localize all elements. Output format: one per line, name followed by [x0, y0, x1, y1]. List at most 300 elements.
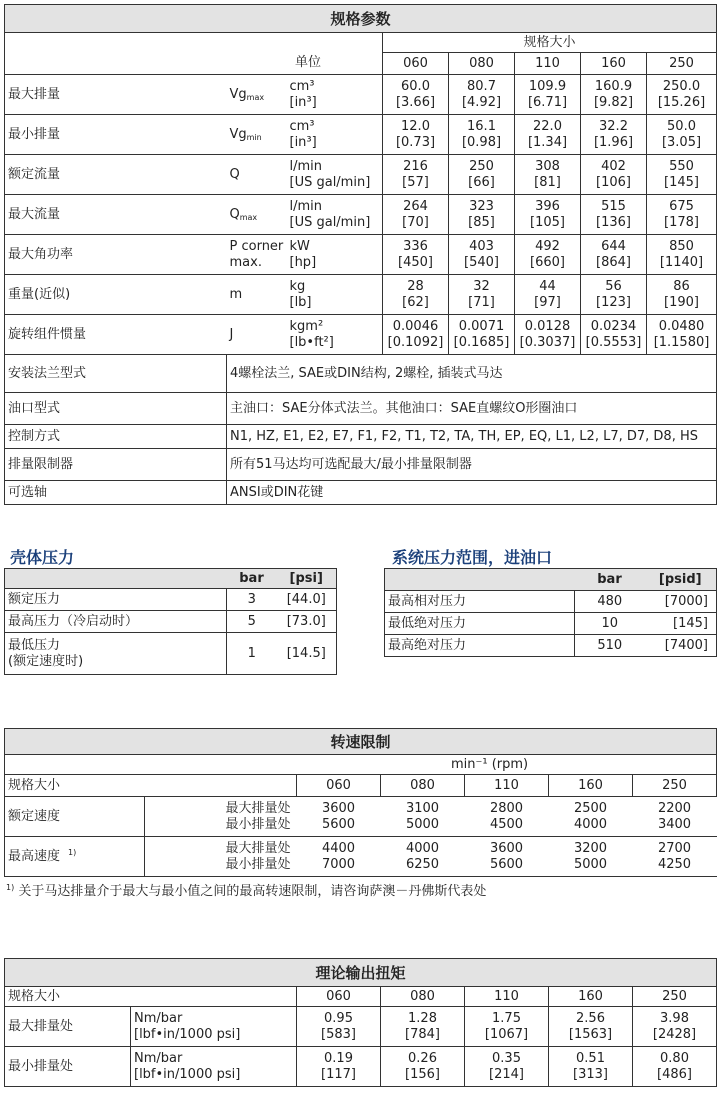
value-cell: [449, 195, 515, 235]
pressure-psid: [7000]: [645, 591, 717, 613]
value-si: 264: [403, 198, 428, 214]
param-unit: [287, 315, 383, 355]
value-si: 0.0128: [524, 318, 571, 334]
unit-imperial: [lb]: [289, 294, 312, 310]
torque-value: [297, 1007, 381, 1047]
value-si: 80.7: [467, 78, 496, 94]
col-bar: bar: [575, 569, 645, 591]
param-name: 最大流量: [5, 195, 227, 235]
speed-value: [465, 797, 549, 837]
speed-title: 转速限制: [5, 729, 717, 755]
value-si: 250: [469, 158, 494, 174]
value-si: 323: [469, 198, 494, 214]
param-value: 4螺栓法兰, SAE或DIN结构, 2螺栓, 插装式马达: [227, 355, 717, 393]
torque-si: 3.98: [660, 1010, 689, 1026]
value-cell: [383, 155, 449, 195]
param-symbol: [227, 75, 287, 115]
unit-header: 单位: [5, 33, 383, 75]
pressure-bar: 3: [227, 589, 277, 611]
param-symbol: [227, 275, 287, 315]
system-pressure-row: [385, 613, 717, 635]
value-si: 515: [601, 198, 626, 214]
value-imperial: [0.98]: [461, 134, 502, 150]
speed-at-min: 5000: [405, 816, 440, 832]
spec-row: [5, 275, 717, 315]
param-symbol: [227, 235, 287, 275]
value-si: 12.0: [401, 118, 430, 134]
value-si: 0.0480: [658, 318, 705, 334]
value-imperial: [4.92]: [461, 94, 502, 110]
speed-name: [5, 797, 145, 837]
param-name: 最小排量: [5, 115, 227, 155]
torque-imperial: [313]: [573, 1066, 608, 1082]
system-pressure-title: 系统压力范围，进油口: [392, 548, 553, 567]
pressure-name-line: 最高压力（冷启动时）: [8, 613, 139, 629]
unit-imperial: [lbf•in/1000 psi]: [134, 1026, 241, 1042]
torque-value: [465, 1047, 549, 1087]
value-si: 50.0: [667, 118, 696, 134]
speed-value: [381, 797, 465, 837]
symbol-text: Vg: [229, 126, 247, 142]
param-unit: [287, 195, 383, 235]
value-imperial: [3.66]: [395, 94, 436, 110]
size-label: 规格大小: [5, 987, 297, 1007]
param-name: 额定流量: [5, 155, 227, 195]
case-pressure-row: [5, 611, 337, 633]
speed-at-max: 4000: [405, 840, 440, 856]
value-cell: [581, 75, 647, 115]
pressure-name: [5, 589, 227, 611]
param-unit: [287, 75, 383, 115]
torque-value: [465, 1007, 549, 1047]
spec-text-row: [5, 355, 717, 393]
torque-table: [4, 958, 717, 1087]
speed-row: [5, 797, 717, 837]
torque-value: [297, 1047, 381, 1087]
pressure-psid: [7400]: [645, 635, 717, 657]
value-si: 16.1: [467, 118, 496, 134]
torque-value: [381, 1047, 465, 1087]
value-si: 250.0: [662, 78, 701, 94]
speed-at-max: 3600: [321, 800, 356, 816]
value-cell: [383, 115, 449, 155]
speed-value: [549, 797, 633, 837]
value-si: 402: [601, 158, 626, 174]
value-cell: [515, 315, 581, 355]
value-imperial: [9.82]: [593, 94, 634, 110]
speed-at-max: 2700: [657, 840, 692, 856]
speed-at-min: 5000: [573, 856, 608, 872]
speed-at-max: 4400: [321, 840, 356, 856]
value-si: 32.2: [599, 118, 628, 134]
pressure-psi: [14.5]: [277, 633, 337, 675]
value-imperial: [15.26]: [657, 94, 706, 110]
param-value: 主油口：SAE分体式法兰。其他油口：SAE直螺纹O形圈油口: [227, 393, 717, 425]
speed-value: [381, 837, 465, 877]
speed-at-max: 3600: [489, 840, 524, 856]
param-symbol: [227, 115, 287, 155]
value-imperial: [864]: [596, 254, 631, 270]
value-cell: [581, 115, 647, 155]
speed-at-max: 2200: [657, 800, 692, 816]
pressure-name: 最高绝对压力: [385, 635, 575, 657]
torque-si: 0.80: [660, 1050, 689, 1066]
value-cell: [647, 235, 717, 275]
speed-unit: min⁻¹ (rpm): [5, 755, 717, 775]
value-si: 308: [535, 158, 560, 174]
size-header: 规格大小: [383, 33, 717, 53]
unit-si: Nm/bar: [134, 1050, 183, 1066]
pressure-bar: 5: [227, 611, 277, 633]
unit-si: kgm²: [289, 318, 324, 334]
value-cell: [647, 195, 717, 235]
size-250: 250: [647, 53, 717, 75]
torque-imperial: [2428]: [652, 1026, 697, 1042]
value-cell: [515, 115, 581, 155]
speed-at-min: 3400: [657, 816, 692, 832]
value-cell: [449, 275, 515, 315]
pressure-bar: 480: [575, 591, 645, 613]
size-110: 110: [465, 775, 549, 797]
spec-text-row: [5, 393, 717, 425]
speed-table: [4, 728, 717, 877]
unit-si: cm³: [289, 78, 315, 94]
torque-imperial: [583]: [321, 1026, 356, 1042]
unit-imperial: [US gal/min]: [289, 174, 371, 190]
torque-si: 0.19: [324, 1050, 353, 1066]
value-imperial: [1.96]: [593, 134, 634, 150]
torque-name: 最大排量处: [5, 1007, 131, 1047]
torque-value: [549, 1007, 633, 1047]
value-si: 644: [601, 238, 626, 254]
param-unit: [287, 155, 383, 195]
torque-imperial: [214]: [489, 1066, 524, 1082]
value-si: 0.0046: [392, 318, 439, 334]
value-cell: [647, 115, 717, 155]
symbol-text: Q: [229, 166, 240, 182]
value-imperial: [3.05]: [661, 134, 702, 150]
value-cell: [581, 315, 647, 355]
value-cell: [383, 75, 449, 115]
value-imperial: [57]: [402, 174, 429, 190]
speed-condition: [145, 797, 297, 837]
size-110: 110: [465, 987, 549, 1007]
param-name: 最大排量: [5, 75, 227, 115]
pressure-name: [5, 611, 227, 633]
condition-min: 最小排量处: [225, 816, 291, 832]
pressure-psi: [73.0]: [277, 611, 337, 633]
torque-value: [633, 1047, 717, 1087]
torque-row: [5, 1047, 717, 1087]
value-imperial: [0.5553]: [585, 334, 642, 350]
value-si: 0.0234: [590, 318, 637, 334]
speed-value: [633, 837, 717, 877]
pressure-bar: 10: [575, 613, 645, 635]
spec-row: [5, 235, 717, 275]
size-060: 060: [297, 987, 381, 1007]
footnote-ref: 1): [68, 847, 77, 857]
condition-max: 最大排量处: [225, 840, 291, 856]
torque-value: [381, 1007, 465, 1047]
speed-at-min: 4000: [573, 816, 608, 832]
unit-si: Nm/bar: [134, 1010, 183, 1026]
unit-imperial: [in³]: [289, 134, 317, 150]
param-name: 控制方式: [5, 425, 227, 449]
value-cell: [449, 115, 515, 155]
unit-imperial: [hp]: [289, 254, 317, 270]
pressure-name: [5, 633, 227, 675]
value-imperial: [123]: [596, 294, 631, 310]
value-imperial: [136]: [596, 214, 631, 230]
unit-imperial: [lbf•in/1000 psi]: [134, 1066, 241, 1082]
size-250: 250: [633, 775, 717, 797]
case-pressure-table: [4, 568, 337, 675]
value-imperial: [1.34]: [527, 134, 568, 150]
value-cell: [647, 75, 717, 115]
torque-imperial: [784]: [405, 1026, 440, 1042]
value-imperial: [0.1092]: [387, 334, 444, 350]
param-name: 旋转组件惯量: [5, 315, 227, 355]
size-160: 160: [549, 775, 633, 797]
speed-at-max: 3100: [405, 800, 440, 816]
param-name: 油口型式: [5, 393, 227, 425]
param-unit: [287, 275, 383, 315]
speed-value: [297, 837, 381, 877]
value-imperial: [540]: [464, 254, 499, 270]
value-imperial: [0.1685]: [453, 334, 510, 350]
size-250: 250: [633, 987, 717, 1007]
spec-row: [5, 75, 717, 115]
pressure-bar: 1: [227, 633, 277, 675]
param-value: N1, HZ, E1, E2, E7, F1, F2, T1, T2, TA, TH, EP, EQ, L1, L2, L7, D7, D8, HS: [227, 425, 717, 449]
value-si: 160.9: [594, 78, 633, 94]
spec-row: [5, 115, 717, 155]
speed-at-max: 2500: [573, 800, 608, 816]
unit-si: l/min: [289, 198, 323, 214]
size-label: 规格大小: [5, 775, 297, 797]
value-cell: [383, 235, 449, 275]
torque-imperial: [1563]: [568, 1026, 613, 1042]
col-bar: bar: [227, 569, 277, 589]
value-cell: [449, 155, 515, 195]
value-si: 22.0: [533, 118, 562, 134]
value-cell: [449, 315, 515, 355]
unit-imperial: [in³]: [289, 94, 317, 110]
value-imperial: [105]: [530, 214, 565, 230]
value-imperial: [97]: [534, 294, 561, 310]
param-name: 排量限制器: [5, 449, 227, 481]
speed-at-min: 7000: [321, 856, 356, 872]
value-si: 0.0071: [458, 318, 505, 334]
value-imperial: [71]: [468, 294, 495, 310]
param-value: ANSI或DIN花键: [227, 481, 717, 505]
torque-si: 2.56: [576, 1010, 605, 1026]
torque-imperial: [1067]: [484, 1026, 529, 1042]
symbol-text: Vg: [229, 86, 247, 102]
speed-value: [297, 797, 381, 837]
size-160: 160: [581, 53, 647, 75]
value-imperial: [145]: [664, 174, 699, 190]
value-cell: [647, 275, 717, 315]
torque-si: 1.75: [492, 1010, 521, 1026]
size-080: 080: [381, 987, 465, 1007]
param-name: 安装法兰型式: [5, 355, 227, 393]
unit-si: l/min: [289, 158, 323, 174]
footnote-mark: 1): [6, 883, 15, 892]
condition-max: 最大排量处: [225, 800, 291, 816]
pressure-bar: 510: [575, 635, 645, 657]
value-si: 396: [535, 198, 560, 214]
value-cell: [449, 235, 515, 275]
size-110: 110: [515, 53, 581, 75]
value-imperial: [190]: [664, 294, 699, 310]
size-080: 080: [381, 775, 465, 797]
value-si: 216: [403, 158, 428, 174]
speed-name-text: 额定速度: [8, 808, 61, 824]
symbol-text: m: [229, 286, 243, 302]
spec-text-row: [5, 481, 717, 505]
value-imperial: [62]: [402, 294, 429, 310]
speed-at-min: 4250: [657, 856, 692, 872]
value-cell: [383, 195, 449, 235]
value-imperial: [1140]: [659, 254, 704, 270]
speed-footnote: [6, 880, 486, 899]
speed-row: [5, 837, 717, 877]
speed-value: [549, 837, 633, 877]
case-pressure-row: [5, 633, 337, 675]
value-si: 44: [539, 278, 556, 294]
size-060: 060: [383, 53, 449, 75]
value-imperial: [1.1580]: [653, 334, 710, 350]
speed-name-text: 最高速度: [8, 848, 61, 864]
value-si: 32: [473, 278, 490, 294]
symbol-subscript: max: [239, 212, 258, 222]
pressure-name-line: 额定压力: [8, 591, 61, 607]
value-si: 86: [673, 278, 690, 294]
torque-si: 1.28: [408, 1010, 437, 1026]
torque-si: 0.51: [576, 1050, 605, 1066]
speed-condition: [145, 837, 297, 877]
spec-table: [4, 4, 717, 505]
value-cell: [383, 275, 449, 315]
speed-at-min: 4500: [489, 816, 524, 832]
torque-unit: [131, 1047, 297, 1087]
unit-imperial: [US gal/min]: [289, 214, 371, 230]
param-name: 重量(近似): [5, 275, 227, 315]
value-cell: [581, 235, 647, 275]
value-si: 109.9: [528, 78, 567, 94]
torque-value: [633, 1007, 717, 1047]
value-cell: [449, 75, 515, 115]
value-cell: [515, 75, 581, 115]
col-psid: [psid]: [645, 569, 717, 591]
torque-imperial: [486]: [657, 1066, 692, 1082]
value-cell: [581, 275, 647, 315]
spec-row: [5, 195, 717, 235]
torque-si: 0.35: [492, 1050, 521, 1066]
system-pressure-table: [384, 568, 717, 657]
value-si: 56: [605, 278, 622, 294]
speed-value: [633, 797, 717, 837]
symbol-text: J: [229, 326, 234, 342]
size-080: 080: [449, 53, 515, 75]
param-name: 最大角功率: [5, 235, 227, 275]
value-imperial: [6.71]: [527, 94, 568, 110]
value-cell: [647, 315, 717, 355]
value-si: 850: [669, 238, 694, 254]
torque-si: 0.95: [324, 1010, 353, 1026]
spec-text-row: [5, 425, 717, 449]
spec-row: [5, 155, 717, 195]
spec-text-row: [5, 449, 717, 481]
torque-name: 最小排量处: [5, 1047, 131, 1087]
system-pressure-row: [385, 591, 717, 613]
value-imperial: [178]: [664, 214, 699, 230]
value-si: 675: [669, 198, 694, 214]
value-imperial: [70]: [402, 214, 429, 230]
torque-value: [549, 1047, 633, 1087]
system-pressure-row: [385, 635, 717, 657]
unit-si: kW: [289, 238, 310, 254]
value-si: 336: [403, 238, 428, 254]
value-cell: [581, 195, 647, 235]
torque-imperial: [117]: [321, 1066, 356, 1082]
value-si: 403: [469, 238, 494, 254]
param-symbol: [227, 315, 287, 355]
case-pressure-row: [5, 589, 337, 611]
speed-name: [5, 837, 145, 877]
param-unit: [287, 115, 383, 155]
value-imperial: [0.3037]: [519, 334, 576, 350]
case-pressure-title: 壳体压力: [10, 548, 75, 567]
value-cell: [515, 195, 581, 235]
spec-row: [5, 315, 717, 355]
speed-at-min: 5600: [489, 856, 524, 872]
param-symbol: [227, 195, 287, 235]
pressure-name-line: 最低压力: [8, 637, 61, 653]
param-name: 可选轴: [5, 481, 227, 505]
condition-min: 最小排量处: [225, 856, 291, 872]
value-si: 60.0: [401, 78, 430, 94]
speed-at-min: 5600: [321, 816, 356, 832]
symbol-subscript: max: [246, 92, 265, 102]
spec-title: 规格参数: [5, 5, 717, 33]
torque-title: 理论输出扭矩: [5, 959, 717, 987]
param-value: 所有51马达均可选配最大/最小排量限制器: [227, 449, 717, 481]
value-imperial: [450]: [398, 254, 433, 270]
value-si: 28: [407, 278, 424, 294]
pressure-name: 最高相对压力: [385, 591, 575, 613]
value-si: 492: [535, 238, 560, 254]
speed-value: [465, 837, 549, 877]
torque-imperial: [156]: [405, 1066, 440, 1082]
value-imperial: [85]: [468, 214, 495, 230]
param-symbol: [227, 155, 287, 195]
speed-at-max: 3200: [573, 840, 608, 856]
param-unit: [287, 235, 383, 275]
pressure-name: 最低绝对压力: [385, 613, 575, 635]
symbol-text: P corner max.: [229, 238, 284, 270]
pressure-psi: [44.0]: [277, 589, 337, 611]
value-cell: [581, 155, 647, 195]
size-060: 060: [297, 775, 381, 797]
value-cell: [647, 155, 717, 195]
col-psi: [psi]: [277, 569, 337, 589]
value-cell: [515, 275, 581, 315]
value-imperial: [106]: [596, 174, 631, 190]
symbol-subscript: min: [246, 132, 262, 142]
value-cell: [515, 155, 581, 195]
